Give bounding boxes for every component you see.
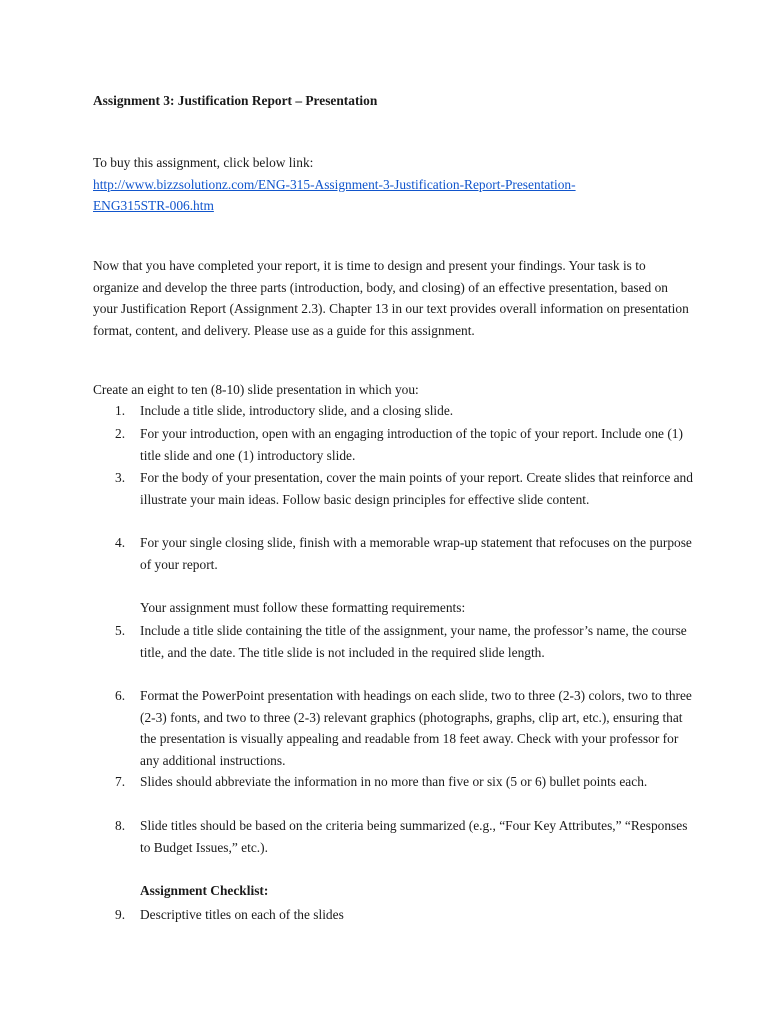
buy-instruction: To buy this assignment, click below link: (93, 155, 314, 170)
list-item-text: Format the PowerPoint presentation with headings on each slide, two to three (2-3) colors, two to three (2-3) fonts, and two to three (2-3) relevant graphics (photographs, graphs, clip art, etc.), ensuring that the presentation is visually appealing and readable from 18 feet away. Check with your professor for any additional instructions. (140, 688, 692, 768)
intro-paragraph: Now that you have completed your report, it is time to design and present your findings. Your task is to organize and develop the three parts (introduction, body, and closing) of an effective presentation, based on your Justification Report (Assignment 2.3). Chapter 13 in our text provides overall information on presentation format, content, and delivery. Please use as a guide for this assignment. (93, 258, 689, 338)
formatting-heading: Your assignment must follow these formatting requirements: (140, 600, 466, 615)
buy-section (93, 152, 693, 217)
list-item-1 (93, 400, 693, 422)
list-item-number: 4. (115, 535, 126, 550)
buy-link[interactable] (93, 177, 576, 214)
list-item-text: For the body of your presentation, cover the main points of your report. Create slides that reinforce and illustrate your main ideas. Follow basic design principles for effective slide content. (140, 470, 693, 507)
list-item-number: 8. (115, 818, 126, 833)
list-item-3 (93, 467, 693, 510)
list-item-number: 2. (115, 426, 126, 441)
list-item-6 (93, 685, 693, 771)
list-item-number: 5. (115, 623, 126, 638)
list-item-number: 1. (115, 403, 126, 418)
buy-link-line-2[interactable]: ENG315STR-006.htm (93, 198, 214, 213)
list-item-text: Slide titles should be based on the criteria being summarized (e.g., “Four Key Attributes,” “Responses to Budget Issues,” etc.). (140, 818, 688, 855)
list-item-number: 6. (115, 688, 126, 703)
create-instruction: Create an eight to ten (8-10) slide presentation in which you: (93, 382, 419, 397)
list-item-text: For your introduction, open with an engaging introduction of the topic of your report. Include one (1) title slide and one (1) introductory slide. (140, 426, 683, 463)
checklist-heading: Assignment Checklist: (140, 883, 269, 898)
list-item-text: Slides should abbreviate the information in no more than five or six (5 or 6) bullet points each. (140, 774, 648, 789)
document-title: Assignment 3: Justification Report – Presentation (93, 93, 378, 108)
list-item-8 (93, 815, 693, 858)
list-item-7 (93, 771, 693, 793)
list-item-2 (93, 423, 693, 466)
list-item-text: Descriptive titles on each of the slides (140, 907, 344, 922)
list-item-text: For your single closing slide, finish with a memorable wrap-up statement that refocuses on the purpose of your report. (140, 535, 692, 572)
list-item-5 (93, 620, 693, 663)
list-item-text: Include a title slide, introductory slide, and a closing slide. (140, 403, 454, 418)
list-item-number: 7. (115, 774, 126, 789)
buy-link-line-1[interactable]: http://www.bizzsolutionz.com/ENG-315-Assignment-3-Justification-Report-Presentation- (93, 176, 576, 192)
list-item-9 (93, 904, 693, 926)
list-item-number: 9. (115, 907, 126, 922)
list-item-text: Include a title slide containing the title of the assignment, your name, the professor’s name, the course title, and the date. The title slide is not included in the required slide length. (140, 623, 687, 660)
list-item-4 (93, 532, 693, 575)
list-item-number: 3. (115, 470, 126, 485)
